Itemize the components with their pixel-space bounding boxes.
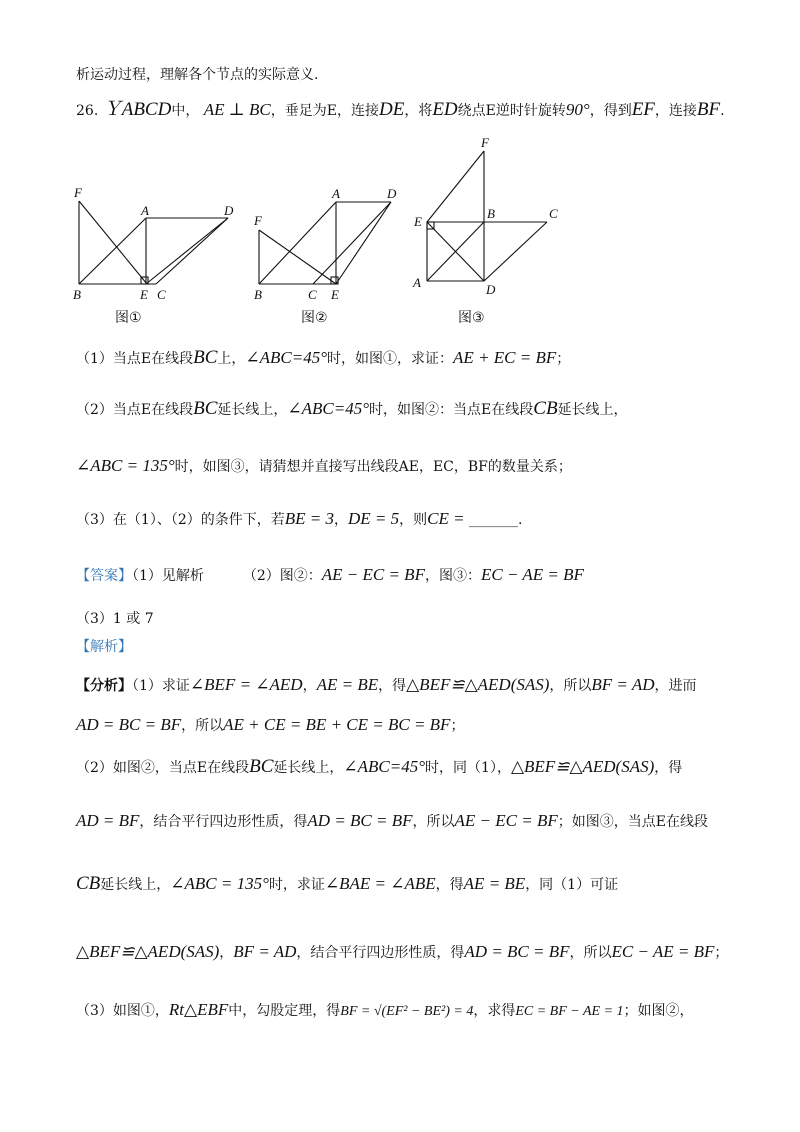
answer-line: [76, 565, 584, 585]
eq: AE = BE: [463, 874, 526, 893]
perp-ae-bc: AE ⊥ BC: [203, 100, 271, 119]
text: ，所以: [181, 718, 224, 734]
analysis-line-4: [76, 811, 708, 831]
analysis-line-3: [76, 756, 682, 778]
fig1-label-F: F: [74, 185, 82, 200]
answer-eq3: EC − AE = BF: [480, 565, 584, 584]
fig2-label-A: A: [332, 186, 340, 201]
part-3: [76, 509, 522, 529]
text: ，结合平行四边形性质，得: [296, 945, 465, 961]
jiexi-tag: 【解析】: [76, 639, 132, 655]
answer-3: （3）1 或 7: [76, 611, 154, 627]
text: 中，: [171, 103, 200, 119]
angle-abc: ∠ABC=45°: [245, 348, 328, 367]
text: ；如图③，当点E在线段: [557, 814, 708, 830]
eq-de: DE = 5: [347, 509, 400, 528]
text: ，则: [399, 512, 428, 528]
angle-90: 90°: [565, 100, 590, 119]
seg-ef: EF: [631, 99, 655, 120]
text: ；: [714, 945, 729, 961]
analysis-line-2: [76, 715, 464, 735]
eq: AE − EC = BF: [454, 811, 558, 830]
answer-1: （1）见解析: [132, 568, 204, 584]
fig1-label-C: C: [157, 287, 166, 302]
text: （1）当点E在线段: [76, 351, 194, 367]
text: ；: [556, 351, 571, 367]
text: ，垂足为E，连接: [270, 103, 379, 119]
text: （2）如图②，当点E在线段: [76, 760, 250, 776]
eq: △BEF≌△AED(SAS): [510, 757, 655, 776]
text: ，所以: [412, 814, 455, 830]
eq-ce: CE =: [427, 509, 465, 528]
text: ，得到: [589, 103, 632, 119]
top-line: 析运动过程，理解各个节点的实际意义.: [76, 67, 319, 83]
text: 时，如图③，请猜想并直接写出线段AE，EC，BF的数量关系；: [174, 459, 572, 475]
text: 时，如图①，求证：: [327, 351, 454, 367]
text: 延长线上，: [557, 402, 628, 418]
rt-ebf: Rt△EBF: [168, 1000, 229, 1019]
text: ；: [450, 718, 465, 734]
text: ，图③：: [424, 568, 481, 584]
eq: BF = AD: [591, 675, 655, 694]
text: （3）在（1）、（2）的条件下，若: [76, 512, 285, 528]
text: ，所以: [569, 945, 612, 961]
text: ；如图②，: [623, 1003, 694, 1019]
answer-blank: _______: [469, 512, 519, 528]
part-1: [76, 347, 570, 369]
analysis-line-6: [76, 942, 728, 962]
answer-tag: 【答案】: [76, 568, 132, 584]
text: ，将: [404, 103, 433, 119]
text: ，: [219, 945, 234, 961]
seg-bc: BC: [249, 756, 274, 777]
fig2-label-F: F: [254, 213, 262, 228]
part-2-line-1: [76, 398, 628, 420]
text: ，所以: [549, 678, 592, 694]
fig3-label-D: D: [486, 282, 496, 297]
text: ，结合平行四边形性质，得: [139, 814, 308, 830]
seg-ed: ED: [432, 99, 458, 120]
text: 中，勾股定理，得: [228, 1003, 341, 1019]
analysis-line-1: [76, 675, 697, 695]
question-number: 26.: [76, 103, 99, 119]
fig2-label-D: D: [387, 186, 397, 201]
eq: ∠ABC = 135°: [170, 874, 269, 893]
text: 时，同（1），: [425, 760, 511, 776]
eq: ∠BAE = ∠ABE: [324, 874, 436, 893]
text: ，得: [654, 760, 683, 776]
eq: AD = BC = BF: [307, 811, 413, 830]
text: ，求得: [473, 1003, 516, 1019]
figures: [0, 135, 800, 435]
fig3-label-C: C: [549, 206, 558, 221]
figure-1: [79, 201, 228, 284]
text: ，得: [435, 877, 464, 893]
eq: △BEF≌△AED(SAS): [76, 942, 220, 961]
fig3-label-E: E: [414, 214, 422, 229]
text: 时，求证: [268, 877, 325, 893]
analysis-tag: 【分析】: [76, 678, 132, 694]
text: ，: [302, 678, 317, 694]
eq: AE = BE: [316, 675, 379, 694]
eq: BF = AD: [233, 942, 297, 961]
fig3-label-B: B: [487, 206, 495, 221]
fig1-label-A: A: [141, 203, 149, 218]
fig2-label-B: B: [254, 287, 262, 302]
fig2-label-E: E: [331, 287, 339, 302]
figure-2: [259, 202, 391, 284]
eq: ∠BEF = ∠AED: [189, 675, 303, 694]
question-26: [76, 94, 725, 121]
fig2-caption: 图②: [301, 310, 328, 326]
text: （2）当点E在线段: [76, 402, 194, 418]
text: .: [720, 103, 725, 119]
seg-bc: BC: [193, 398, 218, 419]
eq: BF = √(EF² − BE²) = 4: [340, 1004, 474, 1019]
fig1-label-D: D: [224, 203, 234, 218]
text: 延长线上，: [217, 402, 288, 418]
text: .: [518, 512, 523, 528]
fig1-caption: 图①: [115, 310, 142, 326]
analysis-line-7: [76, 1000, 694, 1020]
text: 延长线上，: [273, 760, 344, 776]
seg-de: DE: [379, 99, 405, 120]
eq: AD = BC = BF: [76, 715, 182, 734]
part-2-line-2: [76, 456, 572, 476]
eq: △BEF≌△AED(SAS): [406, 675, 550, 694]
eq-be: BE = 3: [284, 509, 334, 528]
fig1-label-B: B: [73, 287, 81, 302]
text: （3）如图①，: [76, 1003, 169, 1019]
text: ，同（1）可证: [525, 877, 619, 893]
answer-2: （2）图②：: [242, 568, 322, 584]
text: ，连接: [654, 103, 697, 119]
text: （1）求证: [132, 678, 190, 694]
text: 时，如图②：当点E在线段: [369, 402, 534, 418]
equation: AE + EC = BF: [453, 348, 557, 367]
eq: EC − AE = BF: [611, 942, 715, 961]
analysis-line-5: [76, 873, 618, 895]
fig3-caption: 图③: [458, 310, 485, 326]
seg-cb: CB: [533, 398, 558, 419]
fig3-label-A: A: [413, 275, 421, 290]
eq: ∠ABC=45°: [343, 757, 426, 776]
text: 延长线上，: [100, 877, 171, 893]
fig3-label-F: F: [481, 135, 489, 150]
eq: AD = BC = BF: [464, 942, 570, 961]
text: ，得: [378, 678, 407, 694]
text: ，: [333, 512, 348, 528]
eq: EC = BF − AE = 1: [515, 1004, 624, 1019]
eq: AE + CE = BE + CE = BC = BF: [223, 715, 451, 734]
answer-eq2: AE − EC = BF: [321, 565, 425, 584]
seg-cb: CB: [76, 873, 101, 894]
seg-bf: BF: [696, 99, 721, 120]
seg-bc: BC: [193, 347, 218, 368]
fig2-label-C: C: [308, 287, 317, 302]
eq: AD = BF: [76, 811, 140, 830]
angle-abc-135: ∠ABC = 135°: [76, 456, 175, 475]
fig1-label-E: E: [140, 287, 148, 302]
angle-abc: ∠ABC=45°: [287, 399, 370, 418]
text: ，进而: [654, 678, 697, 694]
text: 上，: [217, 351, 246, 367]
parallelogram-abcd: ＹABCD: [102, 99, 172, 120]
text: 绕点E逆时针旋转: [457, 103, 566, 119]
